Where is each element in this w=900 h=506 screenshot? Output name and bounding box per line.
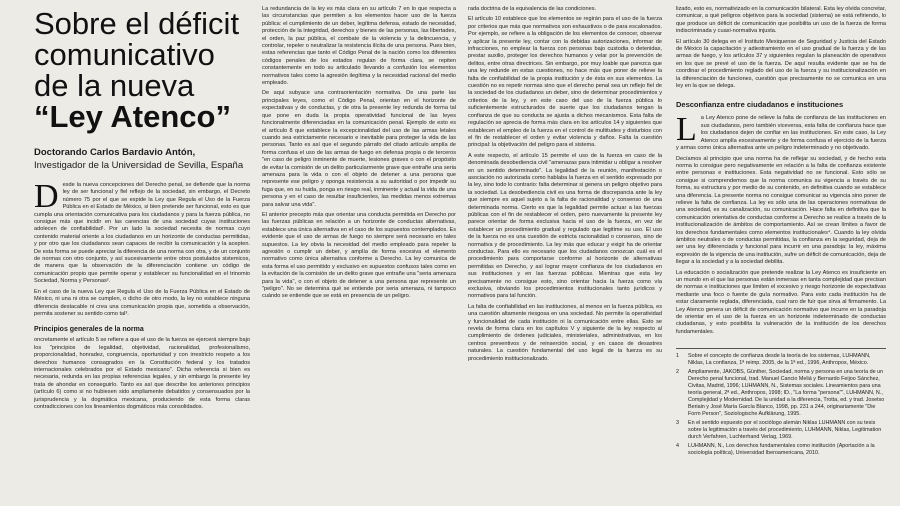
dropcap-letter: L [676, 111, 697, 149]
footnote-number: 4 [676, 443, 679, 450]
column-2 [262, 6, 456, 304]
paragraph: La educación o socialización que pretende realizar la Ley Atenco es insuficiente en un mundo en el que las personas están inmersas en tanta complejidad que precisan de normas e instituciones que limiten el excesivo y riesgo horizonte de expectativas mediante una foco o fuente de guía normativo. Para esto cada institución ha de estar claramente reglada, diferenciada, cual raro de fuir que sirva al firmamento. La Ley Atenco genera un déficit de comunicación normativo que incurre en la paradoja de orientar en el uso de la fuerza en un horizonte indeterminado de conductas ciudadanas, y esto posibilita la vulneración de la institución de los derechos fundamentales. [676, 269, 886, 335]
paragraph: El artículo 30 delega en el Instituto Mexiquense de Seguridad y Justicia del Estado de México la capacitación y adiestramiento en el uso gradual de la fuerza y de las armas de fuego, y los artículos 37 y siguientes regulan la planeación de operativos en los que se prevé el uso de la fuerza. De aquí resulta evidente que se ha de coordinar el procedimiento reglado del uso de la fuerza y su institucionalización en la diferenciación de funciones, cuestión que precisamente no se comunica en una ley en la que se delega. [676, 38, 886, 90]
paragraph: a Ley Atenco pone de relieve la falta de confianza de las instituciones en sus ciudadanos, pero también viceversa, esta falta de confianza hace que los ciudadanos dejen de confiar en las instituciones. En este caso, la Ley Atenco amplía excesivamente y de forma confusa el ejercicio de la fuerza y armas como única alternativa ante un peligro indeterminado y no objetivado. [676, 115, 886, 152]
paragraph: A este respecto, el artículo 15 permite el uso de la fuerza en caso de la denominada desobediencia civil "amenazas para intimidar u obligar a resolver en un sentido determinado". La legalidad de la reunión, manifestación o asociación no autorizada como hablaba la fuerza en el sentido expresado por la ley, sino todo lo contrario: falta determinar si genera un peligro objetivo para la sociedad. La desobediencia civil es una forma de discrepancia ante la ley que siempre es aquel sujeto a la falta de racionalidad y consenso de una determinada norma. Cierto es que la legalidad permite actuar a las fuerzas públicas con el fin de restablecer el orden, pero nuevamente la presente ley parece orientar de forma exclusiva hacia el uso de la fuerza, en vez de establecer un procedimiento gradual y regulado que legitime su uso. El uso de la fuerza no es una cuestión de estricta racionalidad o consenso, sino de normativa y de procedimiento. La ley más que educar y exigir ha de orientar conductas. Para ello es necesario que los ciudadanos conozcan cuál es el procedimiento para comportarse conforme al horizonte de alternativas permitidas en Derecho, y así lograr mayor confianza de los ciudadanos en sus instituciones y en las fuerzas públicas. Mientras que esta ley precisamente no consigue esto, sino orientar hacia la fuerza como vía exclusiva, obviando los procedimientos institucionales tanto jurídicos y normativos para tal función. [468, 152, 662, 300]
article-title [34, 8, 250, 132]
author-block [34, 146, 250, 172]
footnote-divider [676, 348, 886, 349]
paragraph: El artículo 10 establece que los elementos se regirán para el uso de la fuerza por criterios que más que normativos son exhaustivos o de para escalonados. Por ejemplo, se refiere a la obligación de los elementos de conocer, observar y aplicar la presente ley, contar con la debidas autorizaciones, informar de infracciones, no emplear la fuerza con personas bajo custodia o detenidas, prestar auxilio, proteger los derechos humanos y velar por la prevención de delitos, entre otras directrices. Sin embargo, por muy loable que parezca que una ley redunde en estas cuestiones, no hace más que poner de relieve la falta de confiabilidad de la propia institución y de ésta en sus elementos. La cuestión no es repetir normas sino que el derecho penal sea un reflejo fiel de la sociedad de los ciudadanos un deber, sino de determinar procedimientos y criterios de la ley, y en este caso del uso de la fuerza pública lo suficientemente estructurados de suerte que los ciudadanos tengan la confianza de que su conducta se ajusta a dichos mecanismos. Esta falta de regulación se aprecia de forma más clara en los artículos 14 y siguientes que establecen el empleo de la fuerza en el control de multitudes y disturbios con el fin de restablecer el orden y evitar violencia y daños. Falta la cuestión principal: la objetivación del peligro para el sistema. [468, 16, 662, 149]
footnote-number: 3 [676, 420, 679, 427]
footnote [676, 369, 886, 418]
paragraph: El anterior precepto más que orientar una conducta permitida en Derecho por las fuerzas públicas en relación a un horizonte de conductas alternativas, establece una única alternativa en el caso de los supuestos contemplados. Es evidente que el uso de armas de fuego no siempre será necesario en tales supuestos. La ley obvia la necesidad del medio empleado para repeler la agresión o cumplir un deber, y amplía de forma excesiva el elemento normativo como única alternativa conforme a Derecho. La ley comunica de esta forma el uso permitido y exclusivo en supuestos confusos tales como en la evitación de la comisión de un delito grave que entrañe una "seria amenaza para la vida", o con el objeto de detener a una persona que represente un "peligro". No se determina qué se entiende por seria amenaza, ni tampoco cuándo se entiende que se está en presencia de un peligro. [262, 211, 456, 300]
paragraph: La redundancia de la ley es más clara en su artículo 7 en lo que respecta a las circunstancias que permiten a los elementos hacer uso de la fuerza pública: el cumplimiento de un deber, legítima defensa, estado de necesidad, protección de la integridad, derechos y bienes de las personas, las libertades, el orden, la paz pública, el combate de la violencia y la delincuencia, y controlar, repeler o neutralizar la resistencia ilícita de una persona. Pues bien, estas referencias que tanto el Código Penal de la nación como los diferentes códigos penales de los estados regulan de forma clara, se repiten constantemente en todo su articulado llevando a confusión los elementos normativos tales como la agresión ilegítima y la necesidad racional del medio empleado. [262, 6, 456, 87]
footnotes [676, 353, 886, 457]
paragraph: oncretamente el artículo 5 se refiere a que el uso de la fuerza se ejercerá siempre bajo los "principios de legalidad, objetividad, racionalidad, profesionalismo, proporcionalidad, honradez, congruencia, oportunidad y con irrestricto respeto a los derechos humanos consagrados en la Constitución federal y los tratados internacionales celebrados por el Estado mexicano". Dicha referencia si bien es necesaria, redunda en las propias referencias legales, y sin embargo la presente ley trata de ahondar en conseguirlo. Tanto es así que describe los anteriores principios (artículo 6) como si no hubiesen sido ampliamente debatidos y consensuados por la jurisprudencia y la dogmática mexicana, produciendo de esta forma claras contradicciones con los lineamientos dogmáticos más consolidados. [34, 337, 250, 410]
footnote-text: Sobre el concepto de confianza desde la teoría de los sistemas, LUHMANN, Niklas, La confianza, 1ª reimp. 2005, de la 1ª ed., 1996, Anthropos, México. [688, 353, 871, 367]
column-4 [676, 6, 886, 459]
section-heading: Desconfianza entre ciudadanos e instituciones [676, 100, 844, 110]
footnote-text: Ampliamente, JAKOBS, Günther, Sociedad, norma y persona en una teoría de un Derecho penal funcional, trad. Manuel Cancio Meliá y Bernardo Feijoo Sánchez, Civitas, Madrid, 1996; LUHMANN, N., Sistemas sociales. Lineamientos para una teoría general, 2ª ed., Anthropos, 1998; ID., "La forma "persona"", LUHMANN, N., Complejidad y Modernidad. De la unidad a la diferencia, Trotta, ed. y trad. Josetxo Beriain y José María García Blanco, 1998, pp. 231 a 244, originariamente "Die Form Person", Soziologische Aufklärung, 1995. [688, 369, 885, 418]
footnote [676, 443, 886, 457]
footnote-text: En el sentido expuesto por el sociólogo alemán Niklas LUHMANN con su tesis sobre la legitimación a través del procedimiento, LUHMANN, Niklas, Legitimation durch Verfahren, Luchterhand Verlag, 1969. [688, 420, 882, 441]
paragraph: Decíamos al principio que una norma ha de reflejar su sociedad, y de hecho esta norma lo consigue pero negativamente en relación a la falta de confianza existente entre personas e instituciones. Esta negatividad no se funcional. Esto sólo se consigue si comprendemos que la norma comunica su vigencia a través de su forma, su estructura y por medio de su contenido, en definitiva cuando se establece una diferencia. La presente norma no consigue comunicar su vigencia sino poner de relieve la falta de confianza. La ley es sólo una de las operaciones normativas de una sociedad, es su canalización, su comunicación. Hace falta en definitiva que la comunicación orientativa de conductas conforme a Derecho se realice a través de la institucionalización de ámbitos de comportamiento. Así se crean límites a favor de los derechos fundamentales como elementos institucionales⁴. Cuando la ley olvida ámbitos neutrales o de conductas permitidas, la confianza en la seguridad, deja de ser una ley diferenciada y funcional para incurrir en una paradoja: la ley, máxima expresión de la vigencia de una institución, sufre un déficit de comunicación, deja de llegar a la sociedad y a la sociedad debilita. [676, 155, 886, 266]
footnote-number: 2 [676, 369, 679, 376]
footnote [676, 420, 886, 441]
dropcap-letter: D [34, 178, 59, 215]
paragraph: En el caso de la nueva Ley que Regula el Uso de la Fuerza Pública en el Estado de México, ni una ni otra se cumplen, o dicho de otro modo, la ley no establece ninguna diferencia destacable ni crea una comunicación propia que, sometida a observación, permita sostener su sentido como tal³. [34, 288, 250, 317]
paragraph: rada doctrina de la equivalencia de las condiciones. [468, 6, 597, 12]
title-line-1: Sobre el déficit [34, 6, 240, 41]
author-affiliation: Investigador de la Universidad de Sevilla, España [34, 160, 244, 171]
column-1 [34, 6, 250, 414]
section-body [676, 111, 886, 152]
title-line-3: de la nueva [34, 68, 195, 103]
paragraph: esde la nueva concepciones del Derecho penal, se defiende que la norma ley de ser funcional y fiel reflejo de la sociedad, sin embargo, el Decreto número 75 por el que se expide la Ley que Regula el Uso de la Fuerza Pública en el Estado de México, si bien pretende ser funcional, esto es que cumpla una orientación comunicativa para los ciudadanos y para la fuerza pública, no consigue más que incidir en las carencias de una sociedad cuyas instituciones adolecen de confiabilidad¹. Por un lado la sociedad necesita de normas cuyo contenido material oriente a los ciudadanos en un horizonte de conductas permitidas, y por otro que los ciudadanos sean capaces de recibir la comunicación y la acepten. De esta forma se puede apreciar la diferencia de una norma con otra, y de un conjunto de normas con otro conjunto, y así sucesivamente entre otros postulados sistemicos, de manera que la observación de la diferenciación contiene un código de comunicación propio que permite operar y establecer su funcionalidad en el trinomio Sociedad, Norma y Personas². [34, 182, 250, 285]
paragraph: lizado, esto es, normativizado en la comunicación bilateral. Esta ley olvida concretar, comunicar, a qué peligros objetivos para la sociedad (sistema) se está refiriendo, lo que produce un déficit de comunicación que posibilita un uso de la fuerza de forma indiscriminada y cuasi-normativa injusta. [676, 6, 886, 35]
paragraph: La falta de confiabilidad en las instituciones, al menos en la fuerza pública, es una cuestión altamente riesgosa en una sociedad. No permite la operatividad y funcionalidad de cada institución ni la comunicación entre ellas. Esto se revela de forma clara en los capítulos V y siguiente de la ley respecto al cumplimiento de órdenes judiciales, ministeriales, administrativas, en los centros preventivos y de reinserción social, y en casos de desastres naturales. La cuestión fundamental del uso legal de la fuerza es su procedimiento institucionalizado. [468, 303, 662, 362]
author-name: Doctorando Carlos Bardavio Antón, [34, 147, 196, 158]
title-line-2: comunicativo [34, 37, 215, 72]
footnote [676, 353, 886, 367]
column-3 [468, 6, 662, 366]
footnote-number: 1 [676, 353, 679, 360]
footnote-text: LUHMANN, N., Los derechos fundamentales como institución (Aportación a la sociología política), Universidad Iberoamericana, 2010. [688, 443, 875, 457]
intro-section [34, 178, 250, 286]
paragraph: De aquí subyace una contraorientación normativa. De una parte las principales leyes, como el Código Penal, orientan en el horizonte de expectativas y de conductas, y de otra la presente ley redunda de forma tal que pone en duda la propia operatividad funcional de las leyes funcionalmente diferenciadas en la comunicación penal. Ejemplo de esto es el artículo 8 que establece la excepcionalidad del uso de las armas letales cuando sea estrictamente necesario e inevitable para proteger la vida de las personas. Tanto es así que el segundo párrafo del citado artículo amplía de forma confusa el uso de las armas de fuego en defensa propia o de terceros "en caso de peligro inminente de muerte, lesiones graves o con el propósito de evitar la comisión de un delito particularmente grave que entrañe una seria amenaza para la vida o con el objeto de detener a una persona que represente ese peligro y oponga resistencia a su autoridad o por impedir su fuga que, en su huida, ponga en riesgo real, inminente y actual la vida de una persona y en el caso de resultar insuficientes, las medidas menos extremas para salvar una vida". [262, 90, 456, 208]
title-line-4: “Ley Atenco” [34, 99, 231, 134]
section-heading: Principios generales de la norma [34, 326, 144, 334]
